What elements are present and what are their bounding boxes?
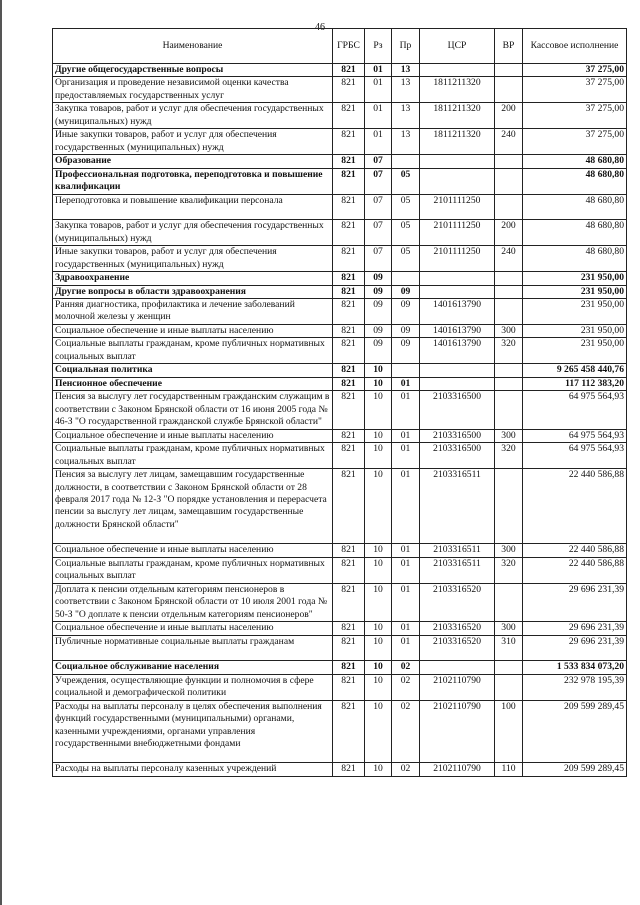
row-vr: 320 [495,338,523,364]
row-rz: 07 [365,194,392,219]
row-name: Расходы на выплаты персоналу в целях обеспечения выполнения функций государственными (муниципальными) органами, казенными учреждениями, органами управления государственными внебюджетными фондами [53,700,333,763]
table-row [53,220,627,246]
header-vr: ВР [495,29,523,64]
row-vr [495,661,523,674]
row-pr: 02 [392,674,420,700]
table-row [53,429,627,442]
row-amount: 209 599 289,45 [523,763,627,776]
row-csr: 2101111250 [420,246,495,272]
row-vr [495,298,523,324]
row-name: Переподготовка и повышение квалификации персонала [53,194,333,219]
row-pr: 01 [392,377,420,390]
row-amount: 209 599 289,45 [523,700,627,763]
row-pr: 13 [392,77,420,103]
row-pr: 02 [392,700,420,763]
row-pr: 13 [392,129,420,155]
row-csr [420,285,495,298]
row-name: Иные закупки товаров, работ и услуг для обеспечения государственных (муниципальных) нужд [53,246,333,272]
table-row [53,377,627,390]
row-vr: 100 [495,700,523,763]
row-name: Пенсионное обеспечение [53,377,333,390]
row-grbs: 821 [333,220,365,246]
row-name: Закупка товаров, работ и услуг для обеспечения государственных (муниципальных) нужд [53,103,333,129]
row-amount: 231 950,00 [523,272,627,285]
row-amount: 232 978 195,39 [523,674,627,700]
row-name: Организация и проведение независимой оценки качества предоставляемых государственных услуг [53,77,333,103]
row-grbs: 821 [333,391,365,429]
row-name: Социальные выплаты гражданам, кроме публичных нормативных социальных выплат [53,338,333,364]
table-row [53,544,627,557]
row-vr: 200 [495,103,523,129]
row-name: Закупка товаров, работ и услуг для обеспечения государственных (муниципальных) нужд [53,220,333,246]
row-pr: 01 [392,391,420,429]
row-amount: 37 275,00 [523,77,627,103]
row-csr: 1401613790 [420,298,495,324]
row-pr: 01 [392,443,420,469]
row-vr: 240 [495,246,523,272]
row-rz: 07 [365,220,392,246]
row-vr: 110 [495,763,523,776]
row-pr: 05 [392,194,420,219]
row-amount: 37 275,00 [523,129,627,155]
row-name: Другие вопросы в области здравоохранения [53,285,333,298]
row-pr [392,272,420,285]
row-rz: 01 [365,129,392,155]
row-vr: 200 [495,220,523,246]
row-grbs: 821 [333,103,365,129]
row-csr: 2103316500 [420,391,495,429]
row-name: Расходы на выплаты персоналу казенных учреждений [53,763,333,776]
row-name: Социальные выплаты гражданам, кроме публичных нормативных социальных выплат [53,557,333,583]
row-amount: 29 696 231,39 [523,583,627,621]
header-pr: Пр [392,29,420,64]
table-row [53,246,627,272]
row-rz: 09 [365,285,392,298]
row-vr: 310 [495,635,523,660]
row-name: Здравоохранение [53,272,333,285]
table-header-row [53,29,627,64]
row-csr: 2103316511 [420,557,495,583]
row-amount: 64 975 564,93 [523,429,627,442]
table-row [53,155,627,168]
row-csr: 2102110790 [420,763,495,776]
row-vr: 300 [495,429,523,442]
row-name: Доплата к пенсии отдельным категориям пенсионеров в соответствии с Законом Брянской области от 10 июля 2001 года № 50-З "О доплате к пенсии отдельным категориям пенсионеров" [53,583,333,621]
row-rz: 09 [365,298,392,324]
row-rz: 10 [365,429,392,442]
row-pr: 01 [392,544,420,557]
row-rz: 09 [365,272,392,285]
row-amount: 48 680,80 [523,155,627,168]
row-rz: 07 [365,246,392,272]
row-name: Социальные выплаты гражданам, кроме публичных нормативных социальных выплат [53,443,333,469]
row-name: Профессиональная подготовка, переподготовка и повышение квалификации [53,168,333,194]
row-rz: 09 [365,338,392,364]
row-name: Ранняя диагностика, профилактика и лечение заболеваний молочной железы у женщин [53,298,333,324]
header-amount: Кассовое исполнение [523,29,627,64]
row-pr: 09 [392,324,420,337]
row-pr: 01 [392,583,420,621]
row-vr [495,364,523,377]
row-csr: 2101111250 [420,194,495,219]
row-grbs: 821 [333,194,365,219]
row-vr [495,155,523,168]
row-csr: 2103316500 [420,429,495,442]
row-rz: 10 [365,391,392,429]
row-rz: 10 [365,469,392,544]
row-name: Социальное обеспечение и иные выплаты населению [53,429,333,442]
row-grbs: 821 [333,77,365,103]
row-grbs: 821 [333,364,365,377]
table-row [53,364,627,377]
row-rz: 10 [365,377,392,390]
row-name: Социальное обеспечение и иные выплаты населению [53,544,333,557]
row-grbs: 821 [333,674,365,700]
header-csr: ЦСР [420,29,495,64]
table-row [53,64,627,77]
table-row [53,443,627,469]
row-grbs: 821 [333,64,365,77]
row-amount: 37 275,00 [523,103,627,129]
table-row [53,338,627,364]
header-grbs: ГРБС [333,29,365,64]
row-csr [420,168,495,194]
row-grbs: 821 [333,155,365,168]
row-rz: 10 [365,544,392,557]
row-pr: 02 [392,661,420,674]
row-amount: 37 275,00 [523,64,627,77]
table-row [53,763,627,776]
row-grbs: 821 [333,557,365,583]
header-name: Наименование [53,29,333,64]
row-vr [495,194,523,219]
row-csr [420,661,495,674]
row-amount: 231 950,00 [523,338,627,364]
row-csr: 2101111250 [420,220,495,246]
row-rz: 07 [365,155,392,168]
row-rz: 10 [365,557,392,583]
row-amount: 29 696 231,39 [523,622,627,635]
row-rz: 10 [365,674,392,700]
row-grbs: 821 [333,583,365,621]
table-row [53,622,627,635]
row-csr: 1811211320 [420,77,495,103]
row-vr [495,674,523,700]
row-pr: 01 [392,429,420,442]
row-grbs: 821 [333,377,365,390]
row-csr: 2103316500 [420,443,495,469]
row-name: Учреждения, осуществляющие функции и полномочия в сфере социальной и демографической политики [53,674,333,700]
page-number: 46 [315,22,325,33]
row-vr: 320 [495,557,523,583]
row-csr: 2103316520 [420,635,495,660]
row-csr: 2103316520 [420,622,495,635]
row-rz: 10 [365,583,392,621]
table-row [53,557,627,583]
row-grbs: 821 [333,129,365,155]
row-rz: 10 [365,635,392,660]
row-pr: 01 [392,469,420,544]
row-name: Социальная политика [53,364,333,377]
row-vr [495,469,523,544]
row-amount: 231 950,00 [523,324,627,337]
table-row [53,272,627,285]
row-csr [420,377,495,390]
row-csr: 1811211320 [420,103,495,129]
row-vr: 300 [495,544,523,557]
row-csr [420,155,495,168]
row-rz: 10 [365,364,392,377]
row-vr [495,583,523,621]
row-vr [495,77,523,103]
row-rz: 10 [365,661,392,674]
row-pr: 05 [392,220,420,246]
row-name: Образование [53,155,333,168]
row-amount: 1 533 834 073,20 [523,661,627,674]
header-rz: Рз [365,29,392,64]
row-amount: 231 950,00 [523,298,627,324]
row-vr: 320 [495,443,523,469]
row-rz: 09 [365,324,392,337]
row-amount: 9 265 458 440,76 [523,364,627,377]
table-row [53,77,627,103]
row-grbs: 821 [333,168,365,194]
row-vr [495,391,523,429]
table-row [53,391,627,429]
row-csr: 2103316511 [420,544,495,557]
row-rz: 10 [365,622,392,635]
row-grbs: 821 [333,324,365,337]
row-rz: 01 [365,77,392,103]
row-csr: 1401613790 [420,324,495,337]
row-csr: 2103316520 [420,583,495,621]
table-row [53,285,627,298]
row-pr: 09 [392,298,420,324]
row-csr: 2103316511 [420,469,495,544]
row-amount: 64 975 564,93 [523,391,627,429]
row-name: Пенсия за выслугу лет лицам, замещавшим государственные должности, в соответствии с Законом Брянской области от 28 февраля 2017 года № 12-З "О порядке установления и перерасчета пенсии за выслугу лет лицам, замещавшим государственные должности Брянской области" [53,469,333,544]
table-row [53,469,627,544]
row-amount: 48 680,80 [523,168,627,194]
row-grbs: 821 [333,635,365,660]
table-row [53,194,627,219]
row-grbs: 821 [333,469,365,544]
row-pr: 05 [392,168,420,194]
row-vr [495,285,523,298]
row-grbs: 821 [333,763,365,776]
row-grbs: 821 [333,544,365,557]
row-vr [495,377,523,390]
row-pr: 01 [392,622,420,635]
table-row [53,168,627,194]
row-csr [420,272,495,285]
row-grbs: 821 [333,700,365,763]
table-row [53,129,627,155]
row-grbs: 821 [333,661,365,674]
row-csr [420,364,495,377]
row-csr: 1811211320 [420,129,495,155]
row-pr: 01 [392,557,420,583]
row-amount: 48 680,80 [523,220,627,246]
row-pr: 05 [392,246,420,272]
row-grbs: 821 [333,272,365,285]
row-amount: 29 696 231,39 [523,635,627,660]
row-vr: 240 [495,129,523,155]
row-amount: 117 112 383,20 [523,377,627,390]
table-row [53,635,627,660]
row-grbs: 821 [333,298,365,324]
table-row [53,324,627,337]
row-csr: 1401613790 [420,338,495,364]
table-row [53,583,627,621]
row-amount: 48 680,80 [523,194,627,219]
row-name: Пенсия за выслугу лет государственным гражданским служащим в соответствии с Законом Брянской области от 16 июня 2005 года № 46-З "О государственной гражданской службе Брянской области" [53,391,333,429]
row-amount: 64 975 564,93 [523,443,627,469]
table-row [53,700,627,763]
row-rz: 07 [365,168,392,194]
table-row [53,103,627,129]
row-name: Социальное обслуживание населения [53,661,333,674]
row-pr: 13 [392,64,420,77]
row-grbs: 821 [333,246,365,272]
row-amount: 22 440 586,88 [523,469,627,544]
row-name: Иные закупки товаров, работ и услуг для обеспечения государственных (муниципальных) нужд [53,129,333,155]
row-rz: 01 [365,64,392,77]
row-pr [392,155,420,168]
row-vr [495,272,523,285]
row-name: Социальное обеспечение и иные выплаты населению [53,324,333,337]
budget-execution-table [52,28,627,777]
row-name: Другие общегосударственные вопросы [53,64,333,77]
row-csr: 2102110790 [420,700,495,763]
row-rz: 10 [365,700,392,763]
table-row [53,298,627,324]
table-row [53,661,627,674]
row-pr [392,364,420,377]
row-grbs: 821 [333,443,365,469]
row-pr: 02 [392,763,420,776]
row-grbs: 821 [333,285,365,298]
row-grbs: 821 [333,338,365,364]
row-pr: 01 [392,635,420,660]
row-name: Социальное обеспечение и иные выплаты населению [53,622,333,635]
row-grbs: 821 [333,429,365,442]
row-csr: 2102110790 [420,674,495,700]
row-csr [420,64,495,77]
row-name: Публичные нормативные социальные выплаты гражданам [53,635,333,660]
row-rz: 10 [365,763,392,776]
row-pr: 09 [392,285,420,298]
row-vr [495,168,523,194]
row-amount: 48 680,80 [523,246,627,272]
row-amount: 22 440 586,88 [523,557,627,583]
row-vr: 300 [495,324,523,337]
row-pr: 13 [392,103,420,129]
row-amount: 231 950,00 [523,285,627,298]
row-pr: 09 [392,338,420,364]
row-rz: 01 [365,103,392,129]
row-amount: 22 440 586,88 [523,544,627,557]
table-row [53,674,627,700]
row-vr [495,64,523,77]
row-grbs: 821 [333,622,365,635]
row-vr: 300 [495,622,523,635]
row-rz: 10 [365,443,392,469]
page-binding-edge [0,0,2,905]
